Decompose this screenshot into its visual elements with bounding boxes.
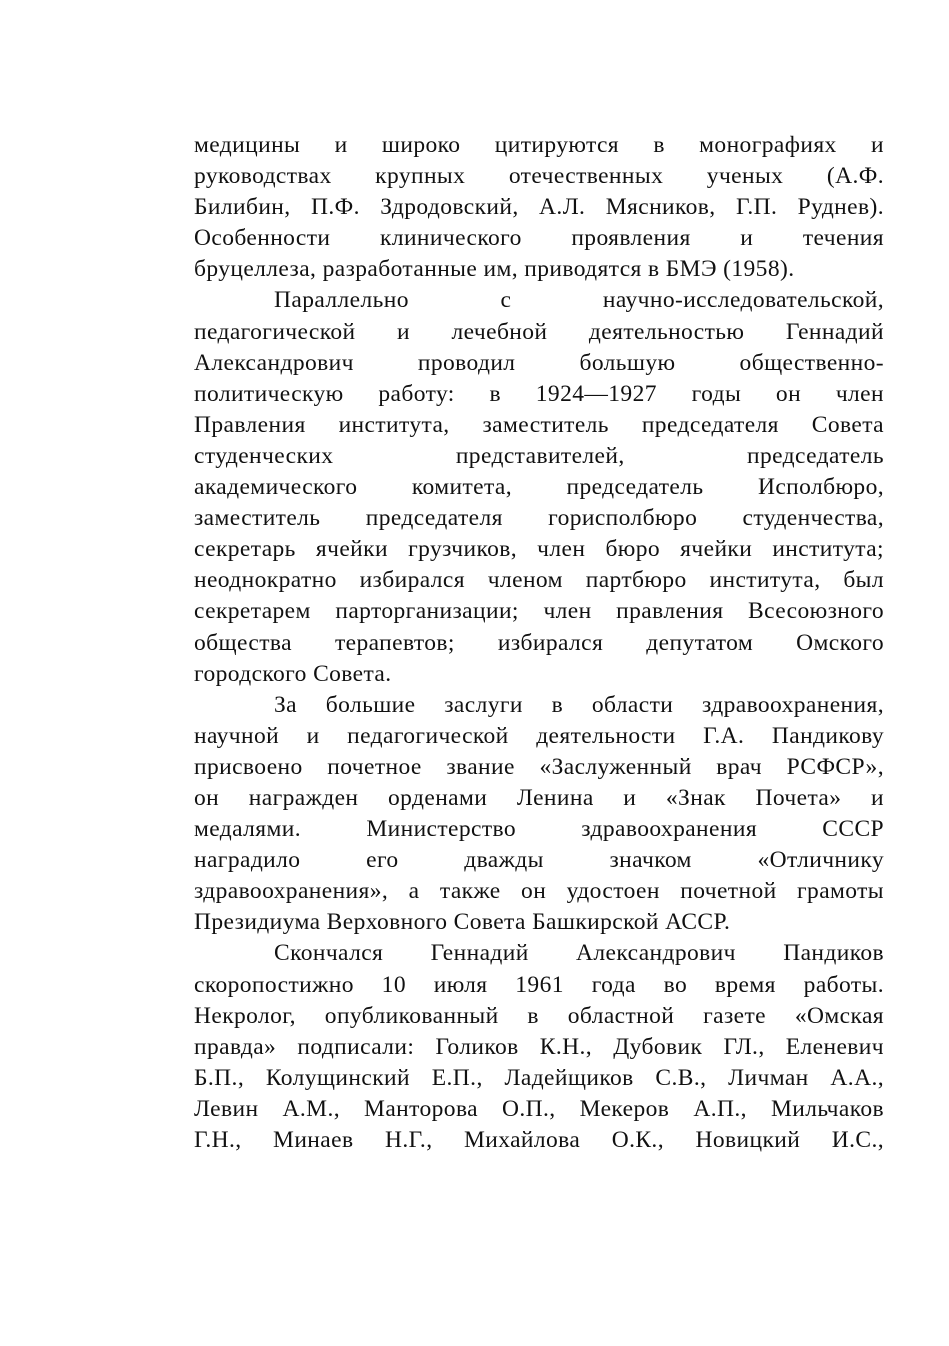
text-line: студенческих представителей, председатель bbox=[194, 442, 884, 469]
text-line: Левин А.М., Манторова О.П., Мекеров А.П., Мильчаков bbox=[194, 1095, 884, 1122]
body-text bbox=[194, 130, 884, 1156]
paragraph-last-line: бруцеллеза, разработанные им, приводятся в БМЭ (1958). bbox=[194, 256, 795, 283]
paragraph-last-line: Президиума Верховного Совета Башкирской АССР. bbox=[194, 909, 731, 936]
paragraph-first-line: Скончался Геннадий Александрович Пандиков bbox=[274, 940, 884, 967]
text-line: правда» подписали: Голиков К.Н., Дубовик ГЛ., Еленевич bbox=[194, 1033, 884, 1060]
text-line: академического комитета, председатель Исполбюро, bbox=[194, 474, 884, 501]
text-line: педагогической и лечебной деятельностью Геннадий bbox=[194, 318, 884, 345]
paragraph-last-line: городского Совета. bbox=[194, 660, 392, 687]
text-line: руководствах крупных отечественных ученых (А.Ф. bbox=[194, 163, 884, 190]
text-line: наградило его дважды значком «Отличнику bbox=[194, 847, 884, 874]
text-line: общества терапевтов; избирался депутатом Омского bbox=[194, 629, 884, 656]
text-line: Некролог, опубликованный в областной газете «Омская bbox=[194, 1002, 884, 1029]
text-line: он награжден орденами Ленина и «Знак Почета» и bbox=[194, 784, 884, 811]
paragraph-first-line: Параллельно с научно-исследовательской, bbox=[274, 287, 884, 314]
text-line: секретарь ячейки грузчиков, член бюро ячейки института; bbox=[194, 536, 884, 563]
text-line: присвоено почетное звание «Заслуженный врач РСФСР», bbox=[194, 753, 884, 780]
text-line: скоропостижно 10 июля 1961 года во время работы. bbox=[194, 971, 884, 998]
text-line: политическую работу: в 1924—1927 годы он член bbox=[194, 380, 884, 407]
text-line: Правления института, заместитель председателя Совета bbox=[194, 411, 884, 438]
text-line: неоднократно избирался членом партбюро института, был bbox=[194, 567, 884, 594]
text-line: научной и педагогической деятельности Г.А. Пандикову bbox=[194, 722, 884, 749]
text-line: Александрович проводил большую общественно- bbox=[194, 349, 884, 376]
text-line: Билибин, П.Ф. Здродовский, А.Л. Мясников, Г.П. Руднев). bbox=[194, 194, 884, 221]
text-line: Особенности клинического проявления и течения bbox=[194, 225, 884, 252]
text-line: здравоохранения», а также он удостоен почетной грамоты bbox=[194, 878, 884, 905]
text-line: Г.Н., Минаев Н.Г., Михайлова О.К., Новицкий И.С., bbox=[194, 1127, 884, 1153]
text-line: медалями. Министерство здравоохранения СССР bbox=[194, 816, 884, 843]
text-line: Б.П., Колущинский Е.П., Ладейщиков С.В., Личман А.А., bbox=[194, 1064, 884, 1091]
text-line: медицины и широко цитируются в монографиях и bbox=[194, 132, 884, 158]
paragraph-first-line: За большие заслуги в области здравоохранения, bbox=[274, 691, 884, 718]
text-line: заместитель председателя горисполбюро студенчества, bbox=[194, 505, 884, 532]
text-line: секретарем парторганизации; член правления Всесоюзного bbox=[194, 598, 884, 625]
